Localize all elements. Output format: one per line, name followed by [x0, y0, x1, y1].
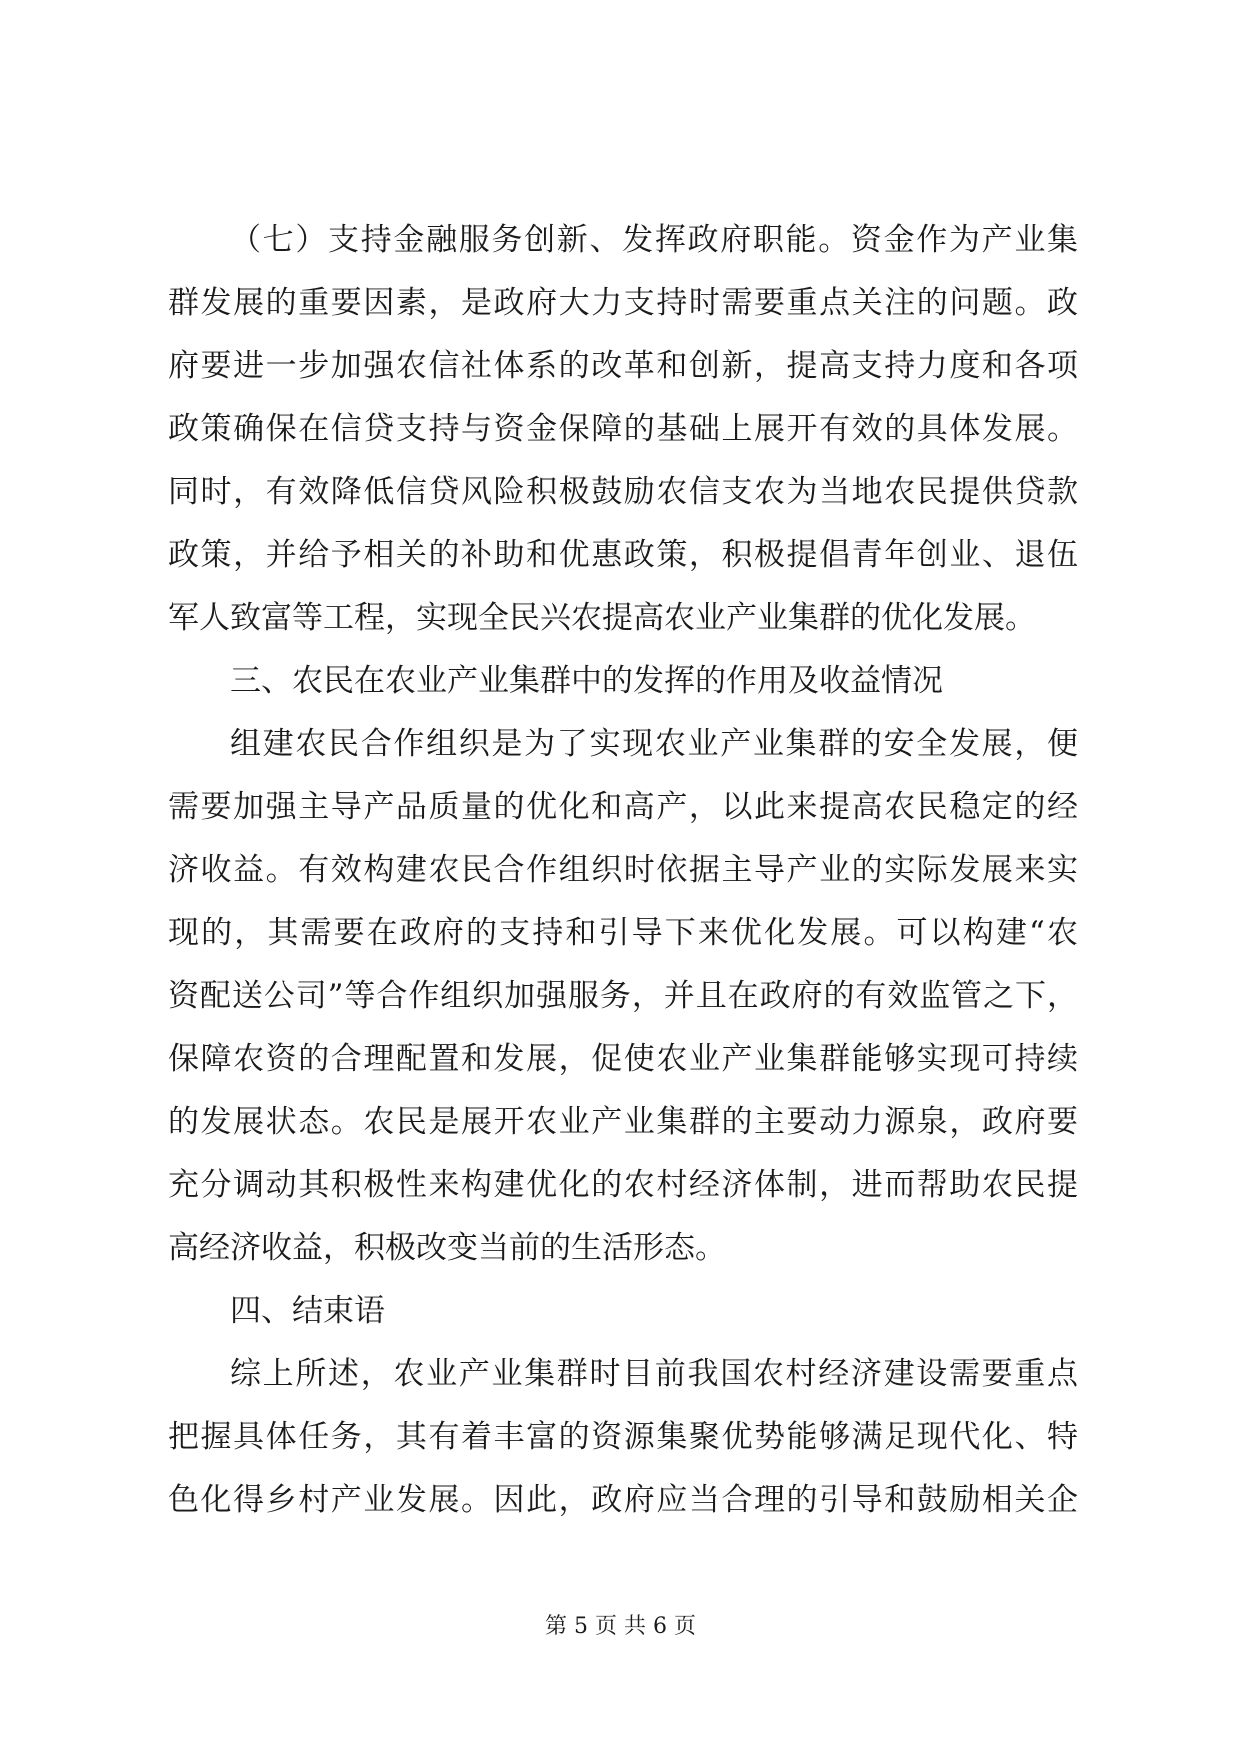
text-line: 府要进一步加强农信社体系的改革和创新，提高支持力度和各项 — [168, 348, 1078, 384]
text-line: 的发展状态。农民是展开农业产业集群的主要动力源泉，政府要 — [168, 1104, 1078, 1140]
text-line: 政策确保在信贷支持与资金保障的基础上展开有效的具体发展。 — [168, 411, 1078, 447]
text-line: 济收益。有效构建农民合作组织时依据主导产业的实际发展来实 — [168, 852, 1078, 888]
page-footer: 第 5 页 共 6 页 — [545, 1614, 696, 1639]
text-line: 同时，有效降低信贷风险积极鼓励农信支农为当地农民提供贷款 — [168, 474, 1078, 510]
document-body — [168, 222, 1078, 1548]
text-line: 军人致富等工程，实现全民兴农提高农业产业集群的优化发展。 — [168, 600, 1036, 636]
text-line: 需要加强主导产品质量的优化和高产，以此来提高农民稳定的经 — [168, 789, 1078, 825]
text-line: 政策，并给予相关的补助和优惠政策，积极提倡青年创业、退伍 — [168, 537, 1078, 573]
text-line: 资配送公司”等合作组织加强服务，并且在政府的有效监管之下， — [168, 978, 1078, 1014]
text-line: 保障农资的合理配置和发展，促使农业产业集群能够实现可持续 — [168, 1041, 1078, 1077]
text-line: 综上所述，农业产业集群时目前我国农村经济建设需要重点 — [230, 1356, 1078, 1392]
text-line: 现的，其需要在政府的支持和引导下来优化发展。可以构建“农 — [168, 915, 1078, 951]
text-line: 组建农民合作组织是为了实现农业产业集群的安全发展，便 — [230, 726, 1078, 762]
section-heading: 三、农民在农业产业集群中的发挥的作用及收益情况 — [230, 663, 943, 699]
text-line: 充分调动其积极性来构建优化的农村经济体制，进而帮助农民提 — [168, 1167, 1078, 1203]
text-line: 色化得乡村产业发展。因此，政府应当合理的引导和鼓励相关企 — [168, 1482, 1078, 1518]
text-line: （七）支持金融服务创新、发挥政府职能。资金作为产业集 — [230, 222, 1078, 258]
text-line: 高经济收益，积极改变当前的生活形态。 — [168, 1230, 726, 1266]
section-heading: 四、结束语 — [230, 1293, 385, 1329]
text-line: 把握具体任务，其有着丰富的资源集聚优势能够满足现代化、特 — [168, 1419, 1078, 1455]
text-line: 群发展的重要因素，是政府大力支持时需要重点关注的问题。政 — [168, 285, 1078, 321]
